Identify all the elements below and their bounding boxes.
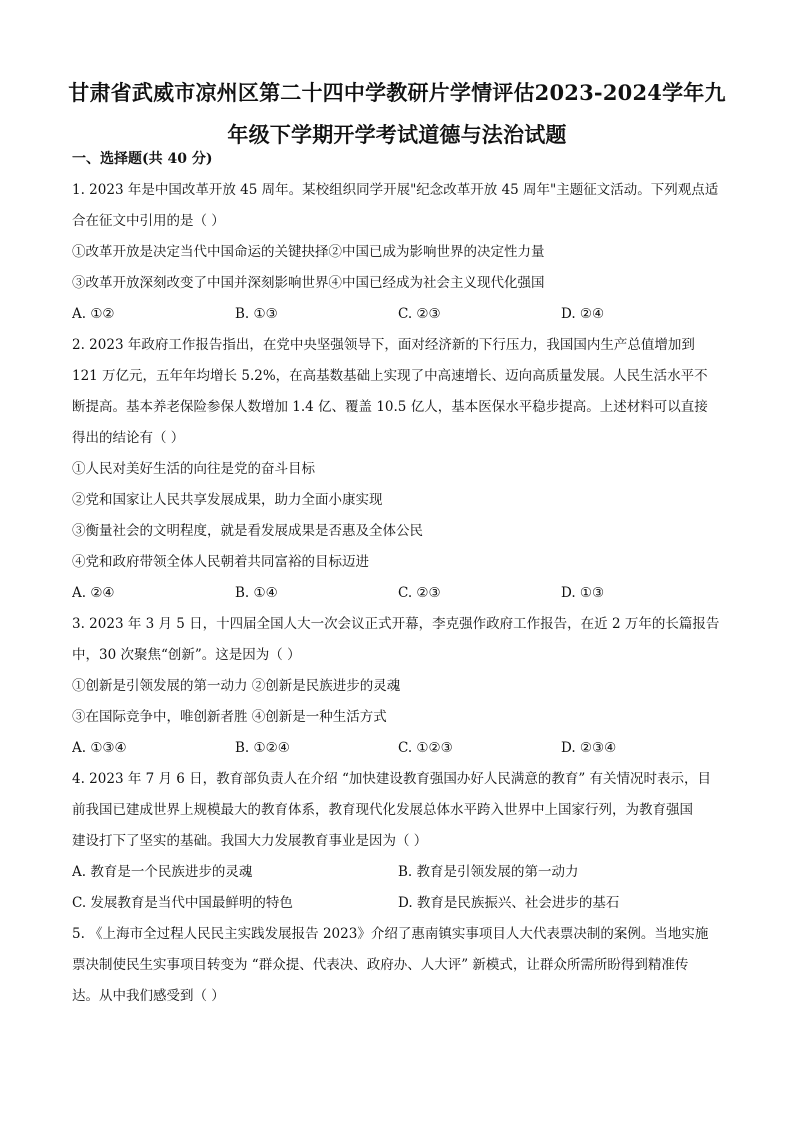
- question-text: 中，30 次聚焦“创新”。这是因为（ ）: [72, 647, 301, 663]
- option-b[interactable]: B. ①③: [235, 306, 278, 322]
- option-d[interactable]: D. ②④: [561, 306, 605, 322]
- question-3: [72, 609, 724, 764]
- option-d[interactable]: D. ②③④: [561, 740, 617, 756]
- exam-content: [72, 144, 724, 1012]
- option-a[interactable]: A. ②④: [72, 585, 115, 601]
- option-c[interactable]: C. 发展教育是当代中国最鲜明的特色: [72, 895, 293, 911]
- answer-options: [72, 578, 724, 609]
- statement-line: ③改革开放深刻改变了中国并深刻影响世界④中国已经成为社会主义现代化强国: [72, 275, 545, 291]
- option-b[interactable]: B. ①②④: [235, 740, 290, 756]
- option-a[interactable]: A. 教育是一个民族进步的灵魂: [72, 864, 253, 880]
- question-text: 建设打下了坚实的基础。我国大力发展教育事业是因为（ ）: [72, 833, 428, 849]
- statement-line: ①创新是引领发展的第一动力 ②创新是民族进步的灵魂: [72, 678, 401, 694]
- question-text: 121 万亿元，五年年均增长 5.2%，在高基数基础上实现了中高速增长、迈向高质量发展。人民生活水平不: [72, 368, 708, 384]
- option-b[interactable]: B. 教育是引领发展的第一动力: [398, 864, 579, 880]
- question-text: 断提高。基本养老保险参保人数增加 1.4 亿、覆盖 10.5 亿人，基本医保水平稳步提高。上述材料可以直接: [72, 399, 708, 415]
- statement-line: ④党和政府带领全体人民朝着共同富裕的目标迈进: [72, 554, 369, 570]
- answer-options: [72, 733, 724, 764]
- title-line-1: 甘肃省武威市凉州区第二十四中学教研片学情评估2023-2024学年九: [68, 80, 726, 105]
- question-text: 得出的结论有（ ）: [72, 430, 185, 446]
- statement-line: ①改革开放是决定当代中国命运的关键抉择②中国已成为影响世界的决定性力量: [72, 244, 545, 260]
- question-2: [72, 330, 724, 609]
- option-d[interactable]: D. 教育是民族振兴、社会进步的基石: [398, 895, 620, 911]
- option-b[interactable]: B. ①④: [235, 585, 278, 601]
- option-c[interactable]: C. ②③: [398, 306, 441, 322]
- option-a[interactable]: A. ①③④: [72, 740, 127, 756]
- question-text: 前我国已建成世界上规模最大的教育体系，教育现代化发展总体水平跨入世界中上国家行列，为教育强国: [72, 802, 693, 818]
- question-text: 合在征文中引用的是（ ）: [72, 213, 225, 229]
- answer-options: [72, 888, 724, 919]
- answer-options: [72, 857, 724, 888]
- answer-options: [72, 299, 724, 330]
- question-text: 2. 2023 年政府工作报告指出，在党中央坚强领导下，面对经济新的下行压力，我国国内生产总值增加到: [72, 337, 695, 353]
- question-text: 4. 2023 年 7 月 6 日，教育部负责人在介绍 “加快建设教育强国办好人民满意的教育” 有关情况时表示，目: [72, 771, 712, 787]
- statement-line: ②党和国家让人民共享发展成果，助力全面小康实现: [72, 492, 383, 508]
- section-heading: 一、选择题(共 40 分): [72, 151, 213, 167]
- title-line-2: 年级下学期开学考试道德与法治试题: [227, 122, 567, 147]
- question-5: [72, 919, 724, 1012]
- option-a[interactable]: A. ①②: [72, 306, 115, 322]
- question-text: 1. 2023 年是中国改革开放 45 周年。某校组织同学开展"纪念改革开放 45 周年"主题征文活动。下列观点适: [72, 182, 719, 198]
- question-4: [72, 764, 724, 919]
- question-1: [72, 175, 724, 330]
- question-text: 票决制使民生实事项目转变为 “群众提、代表决、政府办、人大评” 新模式，让群众所需所盼得到精准传: [72, 957, 689, 973]
- option-c[interactable]: C. ①②③: [398, 740, 453, 756]
- question-text: 达。从中我们感受到（ ）: [72, 988, 225, 1004]
- option-d[interactable]: D. ①③: [561, 585, 605, 601]
- question-text: 5. 《上海市全过程人民民主实践发展报告 2023》介绍了惠南镇实事项目人大代表票决制的案例。当地实施: [72, 926, 709, 942]
- statement-line: ①人民对美好生活的向往是党的奋斗目标: [72, 461, 315, 477]
- question-text: 3. 2023 年 3 月 5 日，十四届全国人大一次会议正式开幕，李克强作政府工作报告，在近 2 万年的长篇报告: [72, 616, 720, 632]
- statement-line: ③在国际竞争中，唯创新者胜 ④创新是一种生活方式: [72, 709, 387, 725]
- option-c[interactable]: C. ②③: [398, 585, 441, 601]
- statement-line: ③衡量社会的文明程度，就是看发展成果是否惠及全体公民: [72, 523, 423, 539]
